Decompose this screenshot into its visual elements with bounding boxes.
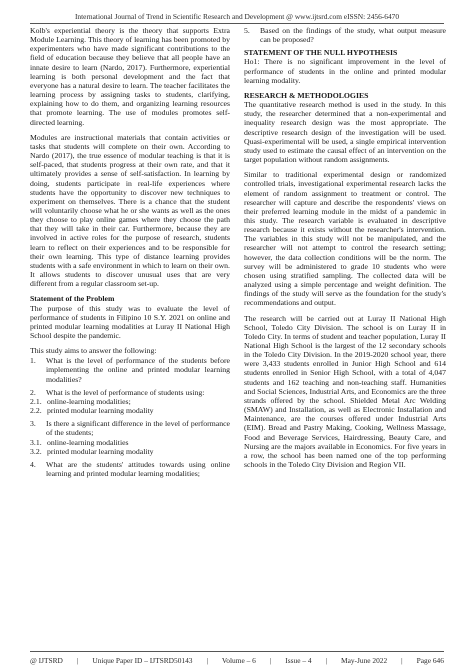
paragraph-experimental-design: Similar to traditional experimental design or randomized controlled trials, investigational experimental research lacks the element of random assignment to treatment or control. The researcher will capture and describe the respondents' views on their preferred learning module in the midst of a pandemic in this study. The research variable is evaluated in descriptive research because it exists without the researcher's intervention. The variables in this study will not be manipulated, and the researcher will not attempt to control the research setting; however, the data collection conditions will be the norm. The survey will be administered to grade 10 students who were chosen using stratified sampling. The collected data will be analyzed using a simple percentage and weight definition. The findings of the study will serve as the foundation for the study's recommendations and output. [244,170,446,308]
footer-paper-id: Unique Paper ID – IJTSRD50143 [92,656,193,665]
paragraph-kolb-theory: Kolb's experiential theory is the theory that supports Extra Module Learning. This theory of learning has been promoted by experimenters who have made significant contributions to the field of education because they believe that all people have an innate desire to learn (Nardo, 2017). Furthermore, experiential learning is both personal development and the fact that everyone has a natural desire to learn. The teacher facilitates the learning process by assigning tasks to students, clarifying, explaining how to do them, and organizing learning resources that promote learning. The use of modules promotes self-directed learning. [30,26,230,127]
heading-null-hypothesis: STATEMENT OF THE NULL HYPOTHESIS [244,48,398,58]
footer-divider [30,651,444,652]
footer-page-number: Page 646 [416,656,444,665]
heading-statement-of-problem: Statement of the Problem [30,294,115,304]
list-item: 1. What is the level of performance of the students before implementing the online and printed modular learning modalities? [30,356,230,384]
footer-separator: | [325,656,328,665]
header-divider [30,23,444,24]
footer-volume: Volume – 6 [221,656,256,665]
footer-separator: | [206,656,208,665]
footer-publisher: @ IJTSRD [30,656,63,665]
list-item: 2. What is the level of performance of students using: [30,387,205,397]
footer-separator: | [269,656,272,665]
list-item: 3. Is there a significant difference in the level of performance of the students; [30,419,230,438]
list-item: 5. Based on the findings of the study, what output measure can be proposed? [244,26,446,45]
footer-issue: Issue – 4 [285,656,312,665]
journal-footer [30,656,444,665]
list-item: 4. What are the students' attitudes towards using online learning and printed modular learning modalities; [30,459,230,479]
right-column [244,26,446,475]
paragraph-modules: Modules are instructional materials that contain activities or tasks that students will complete on their own. According to Nardo (2017), the true essence of modular teaching is that it is self-paced, that students progress at their own rate, and that it ultimately provides a sense of self-satisfaction. In learning by doing, students participate in real-life experiences where students have the opportunity to discover new techniques to experiment on themselves. There is a chance that the student will voluntarily choose what he or she wants as well as the ones they choose to play online games where they choose the path that they will take in their car. Furthermore, because they are involved in active roles for the purpose of research, students learn to reflect on their experiences and to be responsible for their own learning. This type of distance learning provides students with a safe environment in which to learn on their own. It allows students to discover unusual uses that are very different from a regular classroom set-up. [30,132,230,289]
list-subitem: 3.2. printed modular learning modality [30,446,154,456]
paragraph-research-locale: The research will be carried out at Luray II National High School, Toledo City Division. The school is on Luray II in Toledo City. In terms of student and teacher population, Luray II National High School is the largest of the 12 secondary schools in the Toledo City Division. In the 2019-2020 school year, there were 3,433 students enrolled in Junior High School and 614 students enrolled in Senior High School, with a total of 4,047 students and 162 teaching and non-teaching staff. Humanities and Social Sciences, Industrial Arts, and Economics are the three strands offered by the school. Shielded Metal Arc Welding (SMAW) and Installation, as well as Electronic Installation and Maintenance, are the courses offered under Industrial Arts (EIM). Bread and Pastry Making, Cooking, Wellness Massage, Food and Beverage Services, Hairdressing, Beauty Care, and Nursing are the majors available in Economics. For five years in a row, the school has been named one of the top performing schools in the Toledo City Division and Region VII. [244,313,446,470]
paragraph-quantitative-method: The quantitative research method is used in the study. In this study, the researcher determined that a non-experimental and inequality research design was the most appropriate. The descriptive research design of the investigation will be used. Quasi-experimental will be used, a single empirical intervention study used to estimate the causal effect of an intervention on the target population without random assignments. [244,100,446,165]
list-subitem: 3.1. online-learning modalities [30,437,129,447]
footer-date: May-June 2022 [341,656,388,665]
list-subitem: 2.1. online-learning modalities; [30,396,131,406]
left-column [30,26,230,478]
paragraph-null-hypothesis: Ho1: There is no significant improvement in the level of performance of students in the online and printed modular learning modality. [244,57,446,85]
research-questions-list [30,356,230,478]
list-subitem: 2.2. printed modular learning modality [30,406,154,416]
paragraph-aims: This study aims to answer the following: [30,346,157,356]
paragraph-purpose: The purpose of this study was to evaluate the level of performance of students in Filipino 10 S.Y. 2021 on online and printed modular learning modalities at Luray II National High School despite the pandemic. [30,303,230,340]
journal-header: International Journal of Trend in Scientific Research and Development @ www.ijtsrd.com eISSN: 2456-6470 [74,12,400,21]
footer-separator: | [401,656,403,665]
footer-separator: | [76,656,79,665]
heading-research-methodologies: RESEARCH & METHODOLOGIES [244,90,369,100]
